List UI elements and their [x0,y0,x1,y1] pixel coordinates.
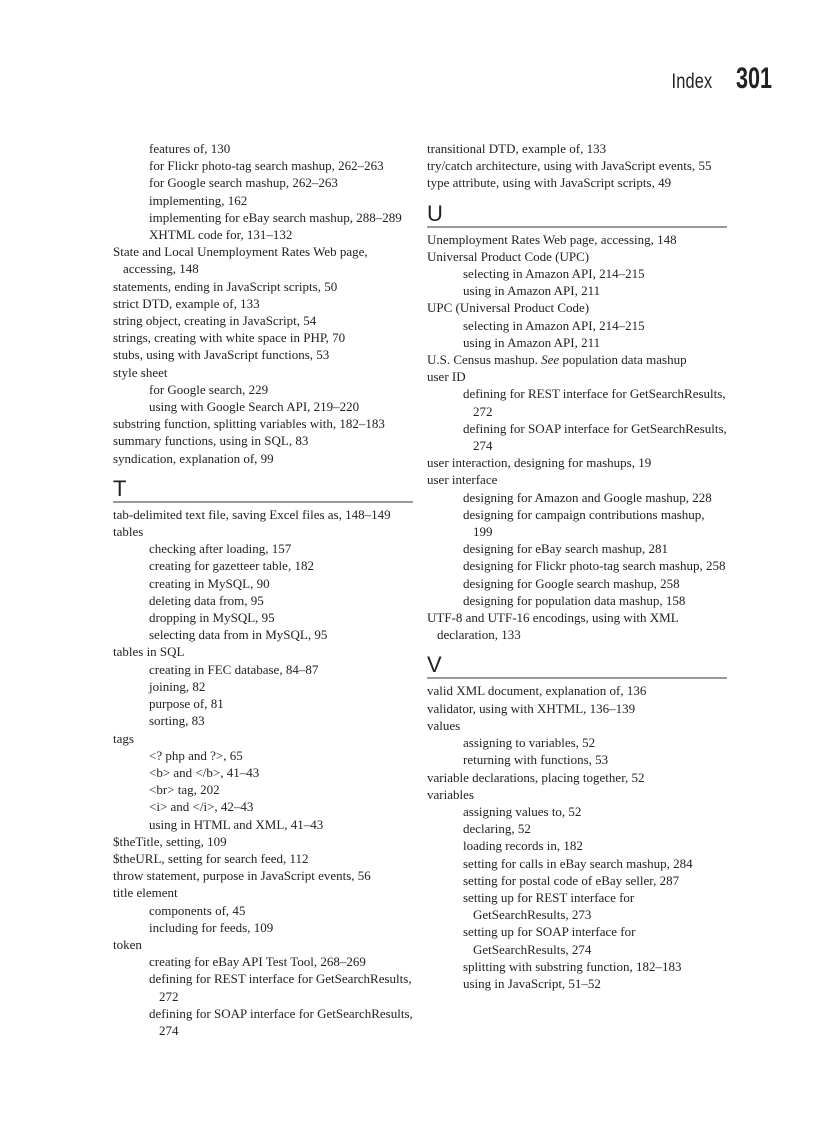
running-header [660,62,772,96]
index-entry: tags [113,730,134,746]
index-subentry: dropping in MySQL, 95 [149,610,275,626]
index-entry: $theURL, setting for search feed, 112 [113,850,309,866]
index-subentry: selecting in Amazon API, 214–215 [463,266,645,282]
index-entry: title element [113,885,178,901]
index-subentry: for Flickr photo-tag search mashup, 262–263 [149,158,384,174]
index-entry: style sheet [113,364,168,380]
index-subentry: designing for Flickr photo-tag search mashup, 258 [463,558,726,574]
index-entry: tab-delimited text file, saving Excel files as, 148–149 [113,506,391,522]
index-entry: variables [427,786,474,802]
page-number: 301 [735,62,772,95]
index-subentry: using in Amazon API, 211 [463,283,601,299]
index-subentry: loading records in, 182 [463,838,583,854]
see-target: population data mashup [562,352,687,368]
index-subentry: <? php and ?>, 65 [149,747,243,763]
index-subentry: using with Google Search API, 219–220 [149,399,360,415]
index-subentry: splitting with substring function, 182–183 [463,958,682,974]
index-subentry: creating for gazetteer table, 182 [149,558,314,574]
index-entry: syndication, explanation of, 99 [113,450,274,466]
index-subentry: implementing, 162 [149,192,248,208]
index-subentry: using in JavaScript, 51–52 [463,975,601,991]
index-entry: stubs, using with JavaScript functions, 53 [113,347,330,363]
index-entry: UPC (Universal Product Code) [427,300,590,316]
index-entry: substring function, splitting variables with, 182–183 [113,416,385,432]
index-subentry: deleting data from, 95 [149,592,264,608]
index-subentry: sorting, 83 [149,713,205,729]
index-subentry: defining for SOAP interface for GetSearchResults, 274 [463,420,727,454]
index-subentry: features of, 130 [149,141,231,156]
index-entry: throw statement, purpose in JavaScript events, 56 [113,868,371,884]
index-entry: user ID [427,369,466,385]
index-subentry: <br> tag, 202 [149,782,220,798]
index-column-right [427,140,727,992]
index-entry: validator, using with XHTML, 136–139 [427,700,636,716]
index-entry: strict DTD, example of, 133 [113,295,260,311]
index-subentry: setting for postal code of eBay seller, 287 [463,872,680,888]
index-subentry: implementing for eBay search mashup, 288–289 [149,209,402,225]
index-entry: statements, ending in JavaScript scripts, 50 [113,278,338,294]
index-entry: State and Local Unemployment Rates Web page, accessing, 148 [113,244,368,277]
index-entry: token [113,936,142,952]
index-column-left [113,140,413,1039]
index-subentry: <i> and </i>, 42–43 [149,799,254,815]
section-letter-heading: T [113,478,413,503]
index-subentry: defining for SOAP interface for GetSearchResults, 274 [149,1005,413,1038]
index-entry: summary functions, using in SQL, 83 [113,433,309,449]
index-subentry: returning with functions, 53 [463,752,609,768]
index-subentry: creating for eBay API Test Tool, 268–269 [149,954,366,970]
index-entry: values [427,717,461,733]
entry-text: U.S. Census mashup. [427,352,538,368]
see-reference: See [541,352,560,368]
index-subentry: for Google search, 229 [149,381,269,397]
index-subentry: components of, 45 [149,902,246,918]
index-subentry: assigning values to, 52 [463,803,582,819]
index-entry: strings, creating with white space in PHP, 70 [113,330,346,346]
index-subentry: XHTML code for, 131–132 [149,227,293,243]
index-subentry: setting up for REST interface for GetSearchResults, 273 [463,889,635,923]
index-subentry: selecting in Amazon API, 214–215 [463,317,645,333]
index-entry: tables [113,524,144,540]
index-entry: valid XML document, explanation of, 136 [427,683,647,699]
index-entry [427,351,727,368]
header-title: Index [671,70,712,93]
index-subentry: using in HTML and XML, 41–43 [149,816,324,832]
index-entry: transitional DTD, example of, 133 [427,141,607,156]
index-subentry: designing for population data mashup, 158 [463,592,686,608]
index-entry: string object, creating in JavaScript, 54 [113,313,317,329]
index-entry: variable declarations, placing together, 52 [427,769,645,785]
index-subentry: using in Amazon API, 211 [463,334,601,350]
index-entry: tables in SQL [113,644,185,660]
index-subentry: checking after loading, 157 [149,541,292,557]
index-subentry: declaring, 52 [463,821,531,837]
index-subentry: selecting data from in MySQL, 95 [149,627,328,643]
index-entry: user interaction, designing for mashups, 19 [427,455,652,471]
index-subentry: setting for calls in eBay search mashup, 284 [463,855,693,871]
index-subentry: defining for REST interface for GetSearchResults, 272 [149,971,412,1004]
index-entry: type attribute, using with JavaScript scripts, 49 [427,175,672,191]
section-letter-heading: V [427,654,727,679]
index-subentry: creating in FEC database, 84–87 [149,661,319,677]
index-entry: user interface [427,472,498,488]
index-subentry: including for feeds, 109 [149,919,274,935]
index-subentry: creating in MySQL, 90 [149,575,270,591]
index-subentry: designing for Google search mashup, 258 [463,575,680,591]
index-entry: try/catch architecture, using with JavaScript events, 55 [427,158,712,174]
index-subentry: designing for eBay search mashup, 281 [463,541,669,557]
index-entry: UTF-8 and UTF-16 encodings, using with XML declaration, 133 [427,610,679,643]
index-subentry: joining, 82 [149,678,206,694]
index-subentry: defining for REST interface for GetSearchResults, 272 [463,386,726,419]
index-entry: Universal Product Code (UPC) [427,248,590,264]
index-subentry: setting up for SOAP interface for GetSearchResults, 274 [463,924,636,957]
index-subentry: <b> and </b>, 41–43 [149,764,260,780]
index-entry: $theTitle, setting, 109 [113,833,227,849]
section-letter-heading: U [427,203,727,228]
index-subentry: designing for Amazon and Google mashup, 228 [463,489,712,505]
index-subentry: purpose of, 81 [149,696,224,712]
index-subentry: assigning to variables, 52 [463,735,596,751]
index-subentry: designing for campaign contributions mashup, 199 [463,506,705,540]
index-subentry: for Google search mashup, 262–263 [149,175,338,191]
index-entry: Unemployment Rates Web page, accessing, 148 [427,231,677,247]
